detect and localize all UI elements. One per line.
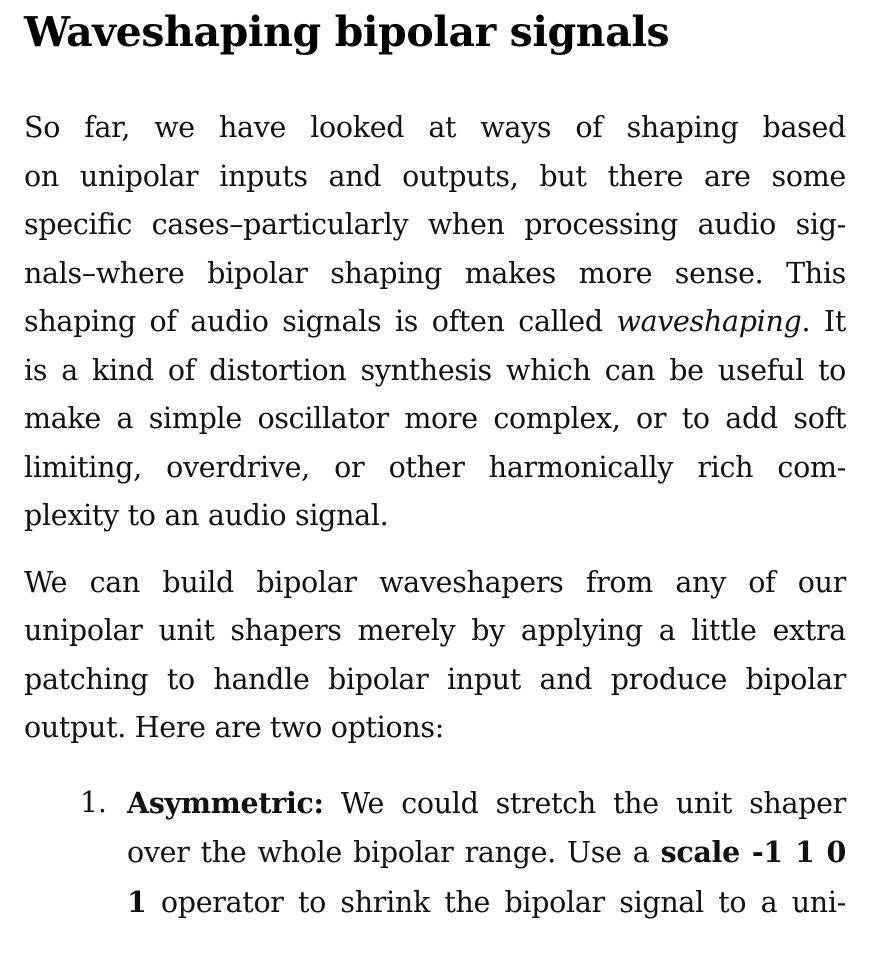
- text-line: limiting, overdrive, or other harmonically rich com-: [24, 450, 846, 484]
- operator-code: scale -1 1 0: [660, 835, 846, 869]
- text-run: We could stretch the unit shaper: [323, 786, 846, 820]
- list-item-number: 1.: [80, 785, 107, 819]
- paragraph-intro: [24, 104, 846, 541]
- text-line: patching to handle bipolar input and produce bipolar: [24, 662, 846, 696]
- numbered-list: [24, 779, 846, 928]
- text-line: is a kind of distortion synthesis which can be useful to: [24, 353, 846, 387]
- text-line: We can build bipolar waveshapers from any of our: [24, 565, 846, 599]
- text-line: unipolar unit shapers merely by applying a little extra: [24, 614, 846, 647]
- list-item-line: [127, 779, 846, 829]
- text-line: specific cases–particularly when processing audio sig-: [24, 208, 846, 241]
- text-line: [24, 298, 846, 347]
- italic-term: waveshaping: [616, 305, 802, 338]
- text-run: . It: [801, 305, 846, 338]
- text-run: shaping of audio signals is often called: [24, 305, 617, 338]
- list-item-title: Asymmetric:: [127, 785, 324, 820]
- operator-code: 1: [127, 884, 147, 919]
- section-heading: Waveshaping bipolar signals: [24, 8, 670, 56]
- text-line: output. Here are two options:: [24, 711, 445, 744]
- text-line: make a simple oscillator more complex, or to add soft: [24, 402, 846, 435]
- list-item-line: [127, 828, 846, 878]
- text-line: plexity to an audio signal.: [24, 499, 389, 532]
- list-item-line: [127, 878, 846, 928]
- text-run: over the whole bipolar range. Use a: [127, 836, 661, 869]
- document-page: [24, 0, 846, 927]
- text-run: operator to shrink the bipolar signal to a uni-: [146, 885, 846, 919]
- text-line: So far, we have looked at ways of shaping based: [24, 111, 846, 144]
- text-line: nals–where bipolar shaping makes more sense. This: [24, 256, 846, 290]
- text-line: on unipolar inputs and outputs, but there are some: [24, 159, 846, 193]
- paragraph-options: [24, 559, 846, 753]
